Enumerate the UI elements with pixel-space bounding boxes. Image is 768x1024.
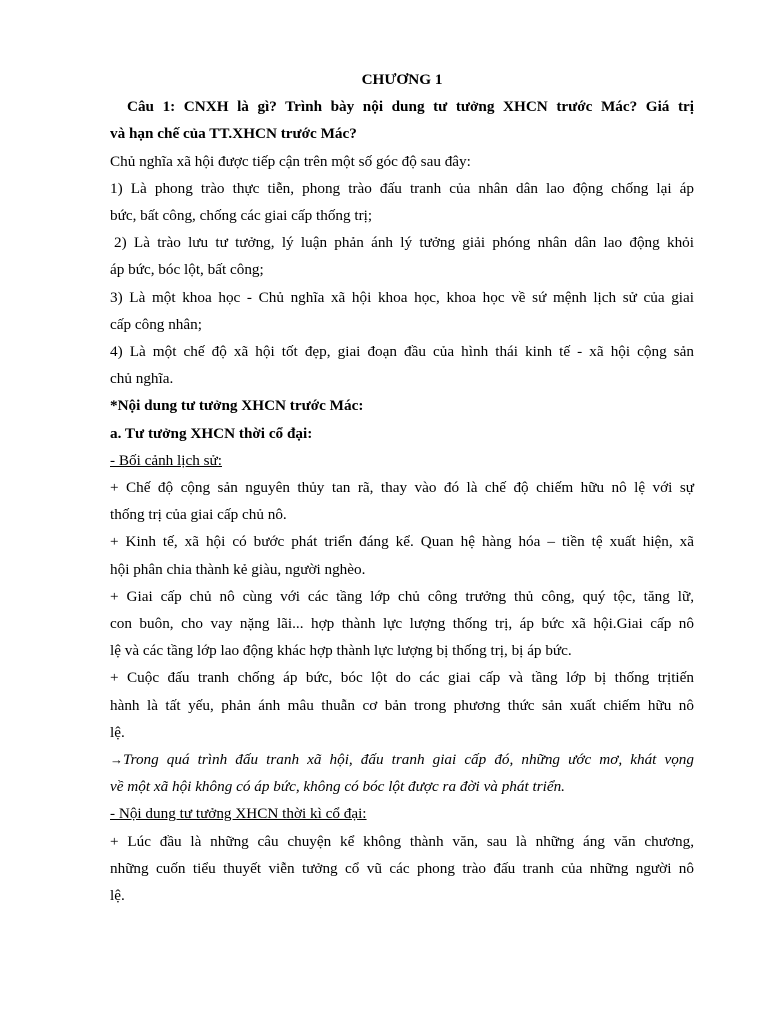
bullet-1-line-1: + Chế độ cộng sản nguyên thủy tan rã, thay vào đó là chế độ chiếm hữu nô lệ với sự	[110, 479, 694, 497]
arrow-right-icon: →	[110, 752, 123, 768]
question-line-2: và hạn chế của TT.XHCN trước Mác?	[110, 125, 357, 143]
bullet-4-line-1: + Cuộc đấu tranh chống áp bức, bóc lột do các giai cấp và tầng lớp bị thống trịtiến	[110, 669, 694, 687]
bullet-2-line-2: hội phân chia thành kẻ giàu, người nghèo.	[110, 560, 366, 578]
point-2-line-1: 2) Là trào lưu tư tưởng, lý luận phản ánh lý tưởng giải phóng nhân dân lao động khỏi	[114, 234, 694, 252]
document-body	[110, 66, 694, 909]
bullet-3-line-2: con buôn, cho vay nặng lãi... hợp thành lực lượng thống trị, áp bức xã hội.Giai cấp nô	[110, 615, 694, 633]
bullet-4-line-2: hành là tất yếu, phản ánh mâu thuẫn cơ bản trong phương thức sản xuất chiếm hữu nô	[110, 696, 694, 714]
historical-context-text: - Bối cảnh lịch sử:	[110, 451, 222, 469]
point-1-line-1: 1) Là phong trào thực tiễn, phong trào đấu tranh của nhân dân lao động chống lại áp	[110, 179, 694, 197]
point-3-line-2: cấp công nhân;	[110, 315, 202, 333]
bullet-3-line-1: + Giai cấp chủ nô cùng với các tầng lớp chủ công trưởng thủ công, quý tộc, tăng lữ,	[110, 587, 694, 605]
intro-paragraph: Chủ nghĩa xã hội được tiếp cận trên một số góc độ sau đây:	[110, 152, 471, 170]
point-1-line-2: bức, bất công, chống các giai cấp thống trị;	[110, 207, 373, 225]
conclusion-line-1	[110, 746, 694, 773]
subsection-heading-a: a. Tư tưởng XHCN thời cổ đại:	[110, 424, 313, 442]
question-line-1: Câu 1: CNXH là gì? Trình bày nội dung tư tưởng XHCN trước Mác? Giá trị	[127, 98, 694, 116]
bullet-4-line-3: lệ.	[110, 723, 125, 741]
point-3-line-1: 3) Là một khoa học - Chủ nghĩa xã hội khoa học, khoa học về sứ mệnh lịch sử của giai	[110, 288, 694, 306]
conclusion-line-1-text: Trong quá trình đấu tranh xã hội, đấu tranh giai cấp đó, những ước mơ, khát vọng	[123, 751, 694, 769]
historical-context-label	[110, 447, 694, 474]
conclusion-line-2: về một xã hội không có áp bức, không có bóc lột được ra đời và phát triển.	[110, 778, 565, 796]
point-4-line-2: chủ nghĩa.	[110, 370, 174, 388]
content-bullet-line-3: lệ.	[110, 887, 125, 905]
chapter-title: CHƯƠNG 1	[361, 71, 443, 88]
bullet-3-line-3: lệ và các tầng lớp lao động khác hợp thành lực lượng bị thống trị, bị áp bức.	[110, 642, 572, 660]
content-bullet-line-2: những cuốn tiểu thuyết viễn tưởng cổ vũ các phong trào đấu tranh của những người nô	[110, 859, 694, 877]
point-4-line-1: 4) Là một chế độ xã hội tốt đẹp, giai đoạn đầu của hình thái kinh tế - xã hội cộng sản	[110, 343, 694, 361]
content-label-text: - Nội dung tư tưởng XHCN thời kì cổ đại:	[110, 805, 367, 823]
bullet-2-line-1: + Kinh tế, xã hội có bước phát triển đáng kể. Quan hệ hàng hóa – tiền tệ xuất hiện, xã	[110, 533, 694, 551]
content-label	[110, 800, 694, 827]
content-bullet-line-1: + Lúc đầu là những câu chuyện kể không thành văn, sau là những áng văn chương,	[110, 832, 694, 850]
bullet-1-line-2: thống trị của giai cấp chủ nô.	[110, 506, 287, 524]
point-2-line-2: áp bức, bóc lột, bất công;	[110, 261, 264, 279]
section-heading: *Nội dung tư tưởng XHCN trước Mác:	[110, 397, 364, 415]
